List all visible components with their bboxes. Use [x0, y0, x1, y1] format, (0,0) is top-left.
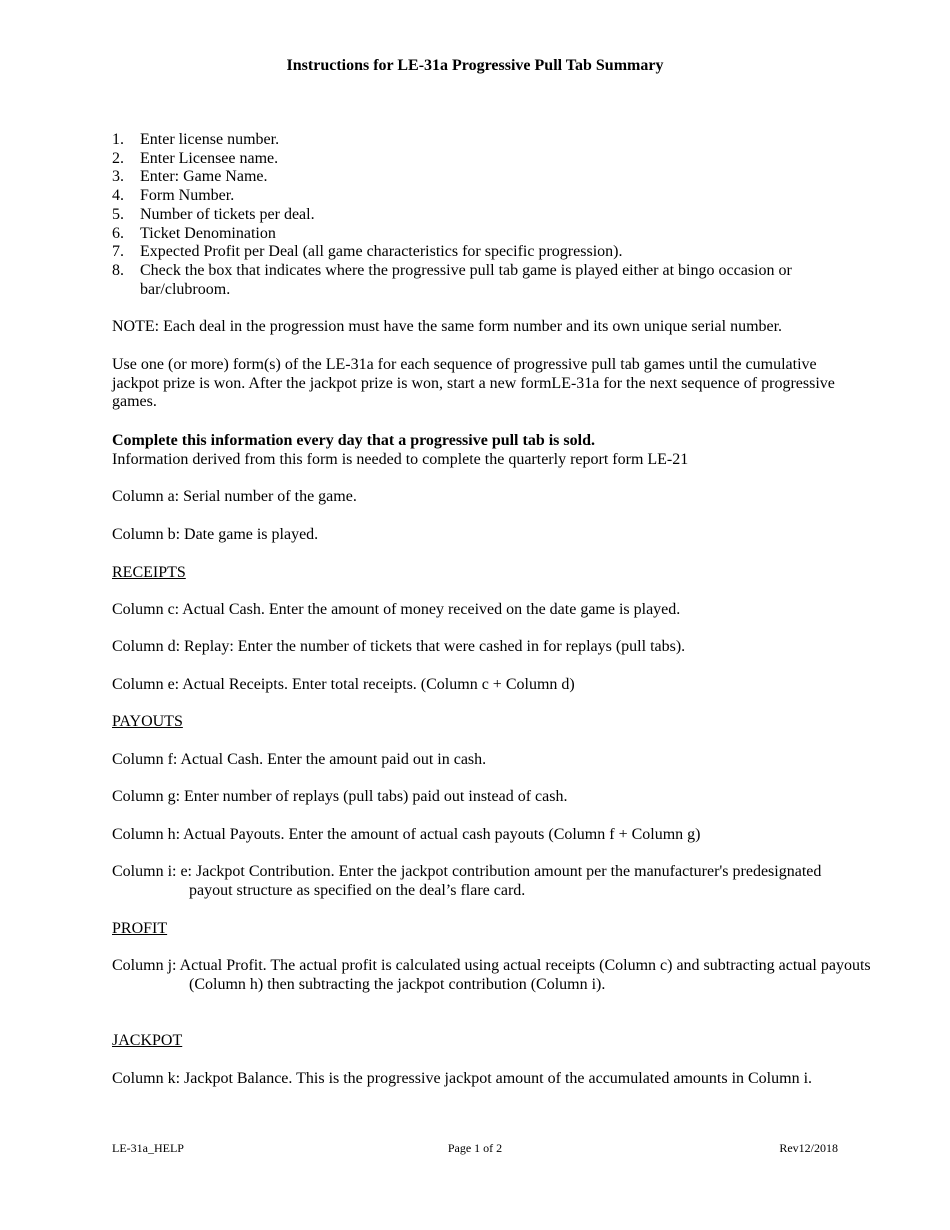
list-item	[112, 168, 842, 187]
column-f-description: Column f: Actual Cash. Enter the amount paid out in cash.	[112, 751, 487, 768]
list-item	[112, 187, 842, 206]
column-a-description: Column a: Serial number of the game.	[112, 488, 357, 505]
list-item-number: 8.	[112, 261, 124, 279]
column-g-description: Column g: Enter number of replays (pull tabs) paid out instead of cash.	[112, 788, 568, 805]
list-item-text: Enter Licensee name.	[140, 149, 279, 167]
list-item-text: Number of tickets per deal.	[140, 205, 315, 223]
complete-info-heading: Complete this information every day that a progressive pull tab is sold.	[112, 432, 595, 449]
list-item-text: Form Number.	[140, 187, 235, 205]
column-k-description: Column k: Jackpot Balance. This is the progressive jackpot amount of the accumulated amounts in Column i.	[112, 1070, 813, 1087]
profit-heading: PROFIT	[112, 920, 168, 937]
list-item-number: 1.	[112, 131, 124, 148]
footer-revision: Rev12/2018	[779, 1141, 838, 1155]
instruction-steps-list	[112, 131, 842, 299]
column-j-description: Column j: Actual Profit. The actual profit is calculated using actual receipts (Column c) and subtracting actual payouts (Column h) then subtracting the jackpot contribution (Column i).	[112, 957, 871, 993]
list-item	[112, 206, 842, 225]
footer-form-id: LE-31a_HELP	[112, 1141, 184, 1155]
list-item	[112, 131, 842, 150]
list-item-text: Check the box that indicates where the progressive pull tab game is played either at bingo occasion or bar/clubroom.	[140, 261, 792, 298]
list-item	[112, 225, 842, 244]
list-item-number: 5.	[112, 205, 124, 223]
list-item-number: 7.	[112, 243, 124, 261]
payouts-heading: PAYOUTS	[112, 713, 183, 730]
column-d-description: Column d: Replay: Enter the number of tickets that were cashed in for replays (pull tabs).	[112, 638, 686, 655]
list-item-number: 4.	[112, 187, 124, 205]
note-paragraph: NOTE: Each deal in the progression must have the same form number and its own unique serial number.	[112, 318, 783, 335]
list-item-text: Ticket Denomination	[140, 224, 276, 242]
footer-page-number: Page 1 of 2	[447, 1141, 503, 1155]
list-item-text: Expected Profit per Deal (all game characteristics for specific progression).	[140, 243, 623, 261]
list-item	[112, 262, 842, 299]
list-item-number: 6.	[112, 224, 124, 242]
list-item	[112, 243, 842, 262]
column-e-description: Column e: Actual Receipts. Enter total receipts. (Column c + Column d)	[112, 676, 575, 693]
jackpot-heading: JACKPOT	[112, 1032, 183, 1049]
list-item	[112, 150, 842, 169]
receipts-heading: RECEIPTS	[112, 564, 186, 581]
column-b-description: Column b: Date game is played.	[112, 526, 319, 543]
list-item-text: Enter: Game Name.	[140, 168, 268, 186]
list-item-text: Enter license number.	[140, 131, 280, 148]
page-title: Instructions for LE-31a Progressive Pull Tab Summary	[286, 57, 664, 74]
column-c-description: Column c: Actual Cash. Enter the amount of money received on the date game is played.	[112, 601, 681, 618]
usage-paragraph: Use one (or more) form(s) of the LE-31a for each sequence of progressive pull tab games until the cumulative jackpot prize is won. After the jackpot prize is won, start a new formLE-31a for the next sequence of progressive games.	[112, 356, 835, 411]
column-i-description: Column i: e: Jackpot Contribution. Enter the jackpot contribution amount per the manufacturer's predesignated payout structure as specified on the deal’s flare card.	[112, 863, 822, 899]
list-item-number: 3.	[112, 168, 124, 186]
complete-info-text: Information derived from this form is needed to complete the quarterly report form LE-21	[112, 451, 689, 468]
column-h-description: Column h: Actual Payouts. Enter the amount of actual cash payouts (Column f + Column g)	[112, 826, 701, 843]
list-item-number: 2.	[112, 149, 124, 167]
